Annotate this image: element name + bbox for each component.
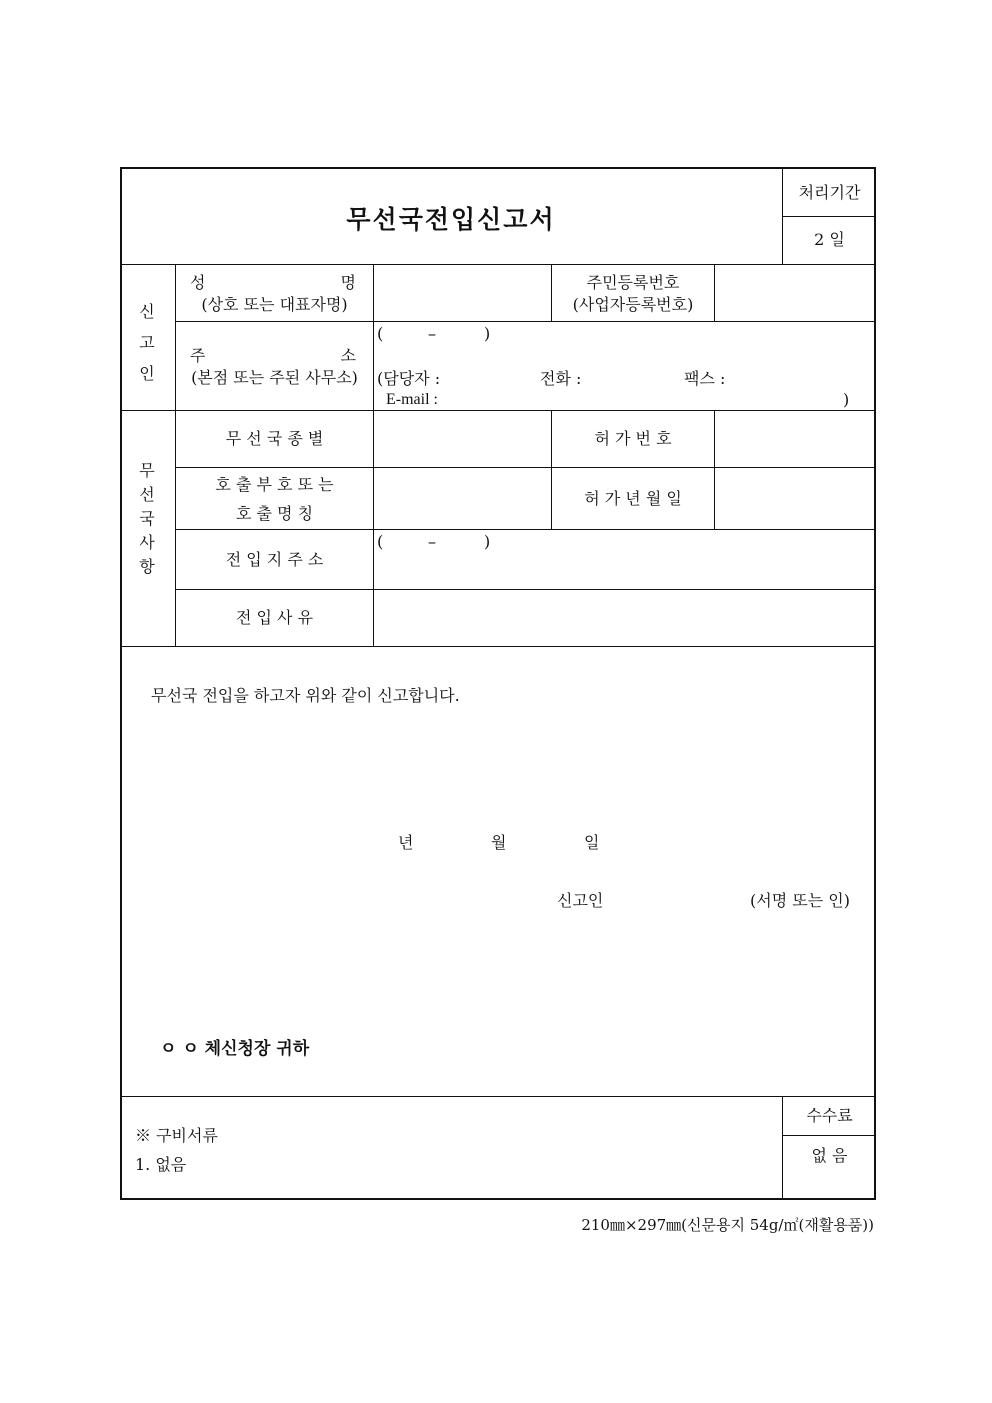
transfer-address-label: 전 입 지 주 소 bbox=[225, 550, 324, 569]
transfer-reason-field[interactable] bbox=[374, 590, 875, 645]
call-sign-field[interactable] bbox=[374, 468, 550, 528]
address-label-right: 소 bbox=[340, 346, 356, 365]
postal-open: ( bbox=[377, 324, 384, 343]
transfer-address-field[interactable] bbox=[374, 530, 875, 588]
address-label bbox=[190, 346, 356, 366]
id-number-field[interactable] bbox=[715, 265, 875, 321]
email-label: E-mail : bbox=[386, 391, 438, 408]
attachments-heading: ※ 구비서류 bbox=[135, 1126, 218, 1145]
address-field[interactable] bbox=[374, 322, 875, 409]
license-date-field[interactable] bbox=[715, 468, 875, 528]
transfer-postal-open: ( bbox=[377, 532, 384, 551]
header-period-divider bbox=[782, 216, 876, 217]
fee-label: 수수료 bbox=[806, 1106, 853, 1125]
contact-person-label: (담당자 : bbox=[377, 369, 441, 388]
call-sign-label-line2: 호 출 명 칭 bbox=[235, 504, 314, 523]
addressee: ㅇ ㅇ 체신청장 귀하 bbox=[160, 1039, 310, 1059]
year-label: 년 bbox=[398, 833, 414, 852]
postal-close: ) bbox=[484, 324, 491, 343]
paper-spec: 210㎜×297㎜(신문용지 54g/㎡(재활용품)) bbox=[581, 1216, 874, 1234]
processing-period-value: 2 일 bbox=[814, 230, 845, 249]
station-section-bottom bbox=[121, 646, 876, 647]
id-number-sub-label: (사업자등록번호) bbox=[572, 295, 694, 314]
name-label-right: 명 bbox=[340, 273, 356, 292]
station-section-char: 선 bbox=[139, 485, 155, 504]
address-label-left: 주 bbox=[190, 346, 206, 365]
month-label: 월 bbox=[491, 833, 507, 852]
name-label-left: 성 bbox=[190, 273, 206, 292]
declarant-label: 신고인 bbox=[557, 891, 604, 910]
station-section-char: 항 bbox=[139, 557, 155, 576]
form-title: 무선국전입신고서 bbox=[346, 205, 556, 234]
transfer-postal-dash: – bbox=[428, 532, 436, 551]
fee-value: 없 음 bbox=[811, 1146, 848, 1165]
phone-label: 전화 : bbox=[540, 369, 582, 388]
applicant-section-char: 인 bbox=[139, 364, 155, 383]
license-date-label: 허 가 년 월 일 bbox=[584, 489, 682, 508]
station-mid-left-divider bbox=[551, 410, 552, 529]
processing-period-label: 처리기간 bbox=[798, 183, 861, 202]
email-close: ) bbox=[843, 390, 850, 409]
signature-label: (서명 또는 인) bbox=[750, 891, 850, 910]
transfer-reason-label: 전 입 사 유 bbox=[235, 608, 314, 627]
license-number-label: 허 가 번 호 bbox=[594, 429, 672, 448]
station-section-char: 국 bbox=[139, 509, 155, 528]
fee-row-divider bbox=[782, 1135, 876, 1136]
applicant-section-char: 고 bbox=[139, 333, 155, 352]
station-section-char: 무 bbox=[139, 461, 155, 480]
station-type-label: 무 선 국 종 별 bbox=[225, 429, 324, 448]
name-label bbox=[190, 273, 356, 293]
station-type-field[interactable] bbox=[374, 411, 550, 466]
name-sub-label: (상호 또는 대표자명) bbox=[201, 295, 348, 314]
applicant-section-label bbox=[136, 296, 158, 389]
station-section-label bbox=[136, 459, 158, 579]
applicant-section-char: 신 bbox=[139, 302, 155, 321]
transfer-postal-close: ) bbox=[484, 532, 491, 551]
name-field[interactable] bbox=[374, 265, 550, 321]
attachments-top-line bbox=[121, 1096, 876, 1097]
attachments-item-1: 1. 없음 bbox=[135, 1155, 187, 1174]
declaration-statement: 무선국 전입을 하고자 위와 같이 신고합니다. bbox=[151, 686, 460, 705]
address-sub-label: (본점 또는 주된 사무소) bbox=[191, 368, 358, 387]
station-section-char: 사 bbox=[139, 533, 155, 552]
call-sign-label-line1: 호 출 부 호 또 는 bbox=[215, 475, 334, 494]
id-number-label: 주민등록번호 bbox=[586, 273, 680, 292]
day-label: 일 bbox=[584, 833, 600, 852]
postal-dash: – bbox=[428, 324, 436, 343]
fax-label: 팩스 : bbox=[684, 369, 726, 388]
license-number-field[interactable] bbox=[715, 411, 875, 466]
